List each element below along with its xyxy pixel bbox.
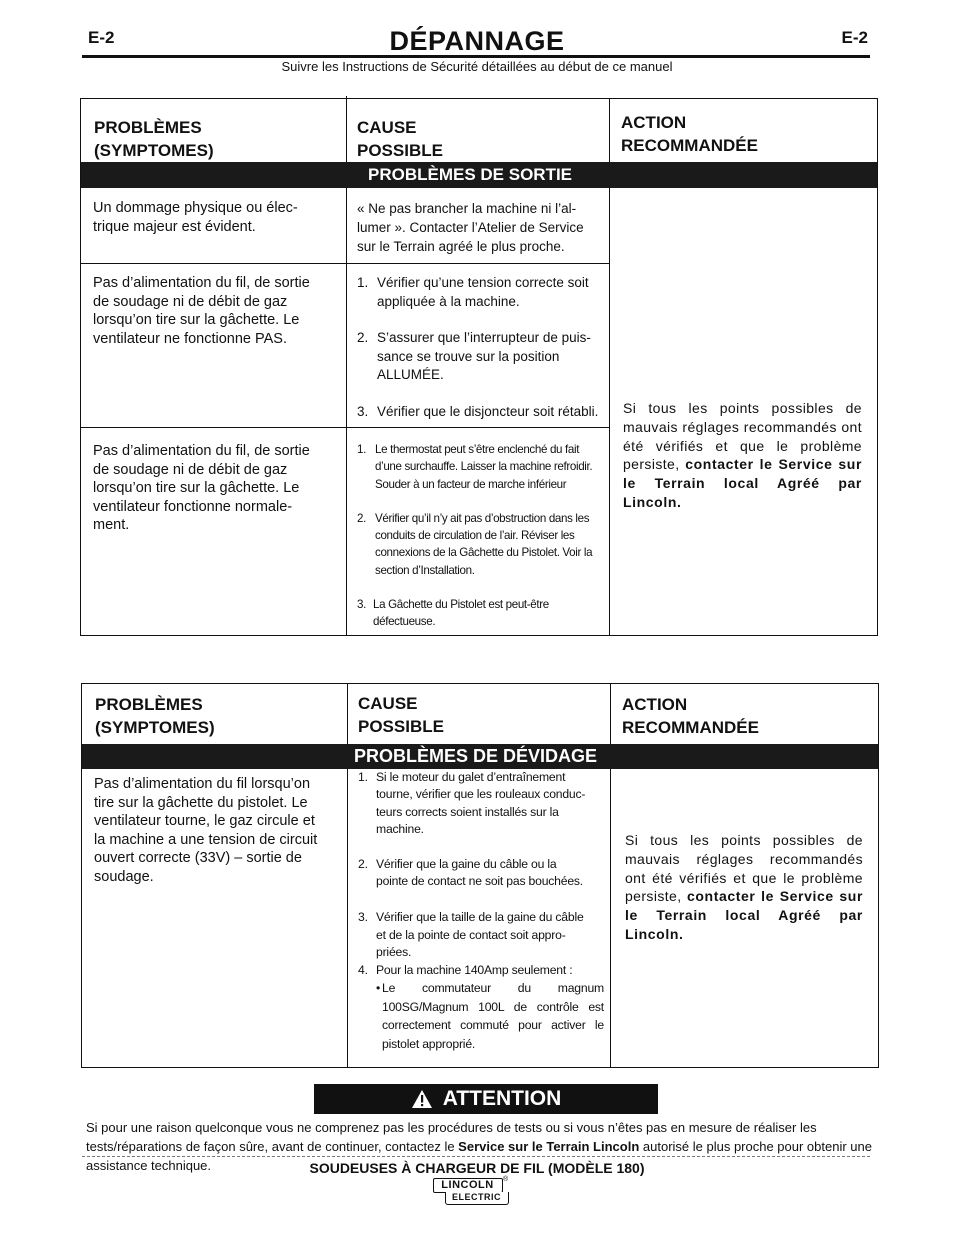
- symptom-text: Pas d’alimentation du fil, de sortie de soudage ni de débit de gaz lorsqu’on tire sur la gâchette. Le ventilateur ne fonctionne PAS.: [93, 275, 310, 347]
- lincoln-electric-logo: LINCOLN ® ELECTRIC: [433, 1178, 509, 1206]
- list-item: 4. Pour la machine 140Amp seulement :: [358, 962, 573, 977]
- list-item: 3. Vérifier que la taille de la gaine du câble et de la pointe de contact soit appro- priées.: [358, 910, 584, 960]
- logo-bottom-box: ELECTRIC: [445, 1192, 509, 1205]
- footer-model: SOUDEUSES À CHARGEUR DE FIL (MODÈLE 180): [309, 1160, 645, 1176]
- column-header-problems: PROBLÈMES (SYMPTOMES): [95, 695, 215, 737]
- recommended-action: Si tous les points possibles de mauvais réglages recommandés ont été vérifiés et que le problème persiste, contacter le Service sur le Terrain local Agréé par Lincoln.: [623, 400, 862, 510]
- symptom-text: Un dommage physique ou élec- trique majeur est évident.: [93, 200, 298, 235]
- column-header-problems: PROBLÈMES (SYMPTOMES): [94, 118, 214, 160]
- footer-divider: [82, 1156, 870, 1157]
- section-band: [82, 744, 878, 769]
- column-header-action: ACTION RECOMMANDÉE: [621, 113, 758, 155]
- attention-note: Si pour une raison quelconque vous ne comprenez pas les procédures de tests ou si vous n’êtes pas en mesure de réaliser les tests/réparations de façon sûre, avant de continuer, contactez le Service sur le Terrain Lincoln autorisé le plus proche pour obtenir une assistance technique.: [86, 1120, 872, 1173]
- column-header-cause: CAUSE POSSIBLE: [358, 694, 444, 736]
- section-band: [81, 162, 877, 188]
- list-item: 2. Vérifier que la gaine du câble ou la pointe de contact ne soit pas bouchées.: [358, 856, 583, 889]
- cause-list: [357, 274, 607, 421]
- section-title: PROBLÈMES DE SORTIE: [368, 165, 573, 184]
- page-code-right: E-2: [841, 28, 868, 47]
- section-title: PROBLÈMES DE DÉVIDAGE: [354, 746, 598, 766]
- list-item: 2. S’assurer que l’interrupteur de puis- sance se trouve sur la position ALLUMÉE.: [357, 330, 591, 382]
- symptom-text: Pas d’alimentation du fil lorsqu’on tire sur la gâchette du pistolet. Le ventilateur tourne, le gaz circule et la machine a une tension de circuit ouvert correcte (33V) – sortie de soudage.: [94, 776, 318, 885]
- row-divider: [80, 427, 610, 428]
- list-item: 1. Si le moteur du galet d’entraînement tourne, vérifier que les rouleaux conduc- teurs corrects soient installés sur la machine.: [358, 770, 586, 837]
- page-code-left: E-2: [88, 28, 115, 47]
- page-subtitle: Suivre les Instructions de Sécurité détaillées au début de ce manuel: [281, 59, 673, 74]
- list-item: 2. Vérifier qu’il n’y ait pas d’obstruction dans les conduits de circulation de l’air. Réviser les connexions de la Gâchette du Pistolet. Voir la section d’Installation.: [357, 511, 593, 577]
- warning-triangle-icon: [411, 1089, 433, 1109]
- list-item-bullet: • Le commutateur du magnum 100SG/Magnum 100L de contrôle est correctement commuté pour activer le pistolet approprié.: [376, 981, 604, 1051]
- column-divider: [347, 683, 348, 1068]
- attention-banner: [314, 1084, 658, 1114]
- cause-list: [358, 769, 606, 1053]
- cause-text: « Ne pas brancher la machine ni l’al- lumer ». Contacter l’Atelier de Service sur le Terrain agréé le plus proche.: [357, 201, 584, 254]
- header-rule: [82, 55, 870, 58]
- list-item: 3. La Gâchette du Pistolet est peut-être défectueuse.: [357, 598, 549, 629]
- column-header-cause: CAUSE POSSIBLE: [357, 118, 443, 160]
- column-header-action: ACTION RECOMMANDÉE: [622, 695, 759, 737]
- cause-list: [357, 441, 607, 631]
- attention-label: ATTENTION: [442, 1087, 562, 1110]
- list-item: 3. Vérifier que le disjoncteur soit rétabli.: [357, 403, 599, 419]
- row-divider: [80, 263, 610, 264]
- page-title: DÉPANNAGE: [389, 26, 565, 56]
- list-item: 1. Le thermostat peut s’être enclenché du fait d’une surchauffe. Laisser la machine refroidir. Souder à un facteur de marche inférieur: [357, 443, 593, 491]
- symptom-text: Pas d’alimentation du fil, de sortie de soudage ni de débit de gaz lorsqu’on tire sur la gâchette. Le ventilateur fonctionne normale- ment.: [93, 443, 310, 533]
- bullet-icon: •: [376, 981, 381, 996]
- logo-top-box: LINCOLN: [433, 1178, 503, 1193]
- recommended-action: Si tous les points possibles de mauvais réglages recommandés ont été vérifiés et que le problème persiste, contacter le Service sur le Terrain local Agréé par Lincoln.: [625, 832, 863, 942]
- list-item: 1. Vérifier qu’une tension correcte soit appliquée à la machine.: [357, 275, 589, 309]
- column-divider: [610, 683, 611, 1068]
